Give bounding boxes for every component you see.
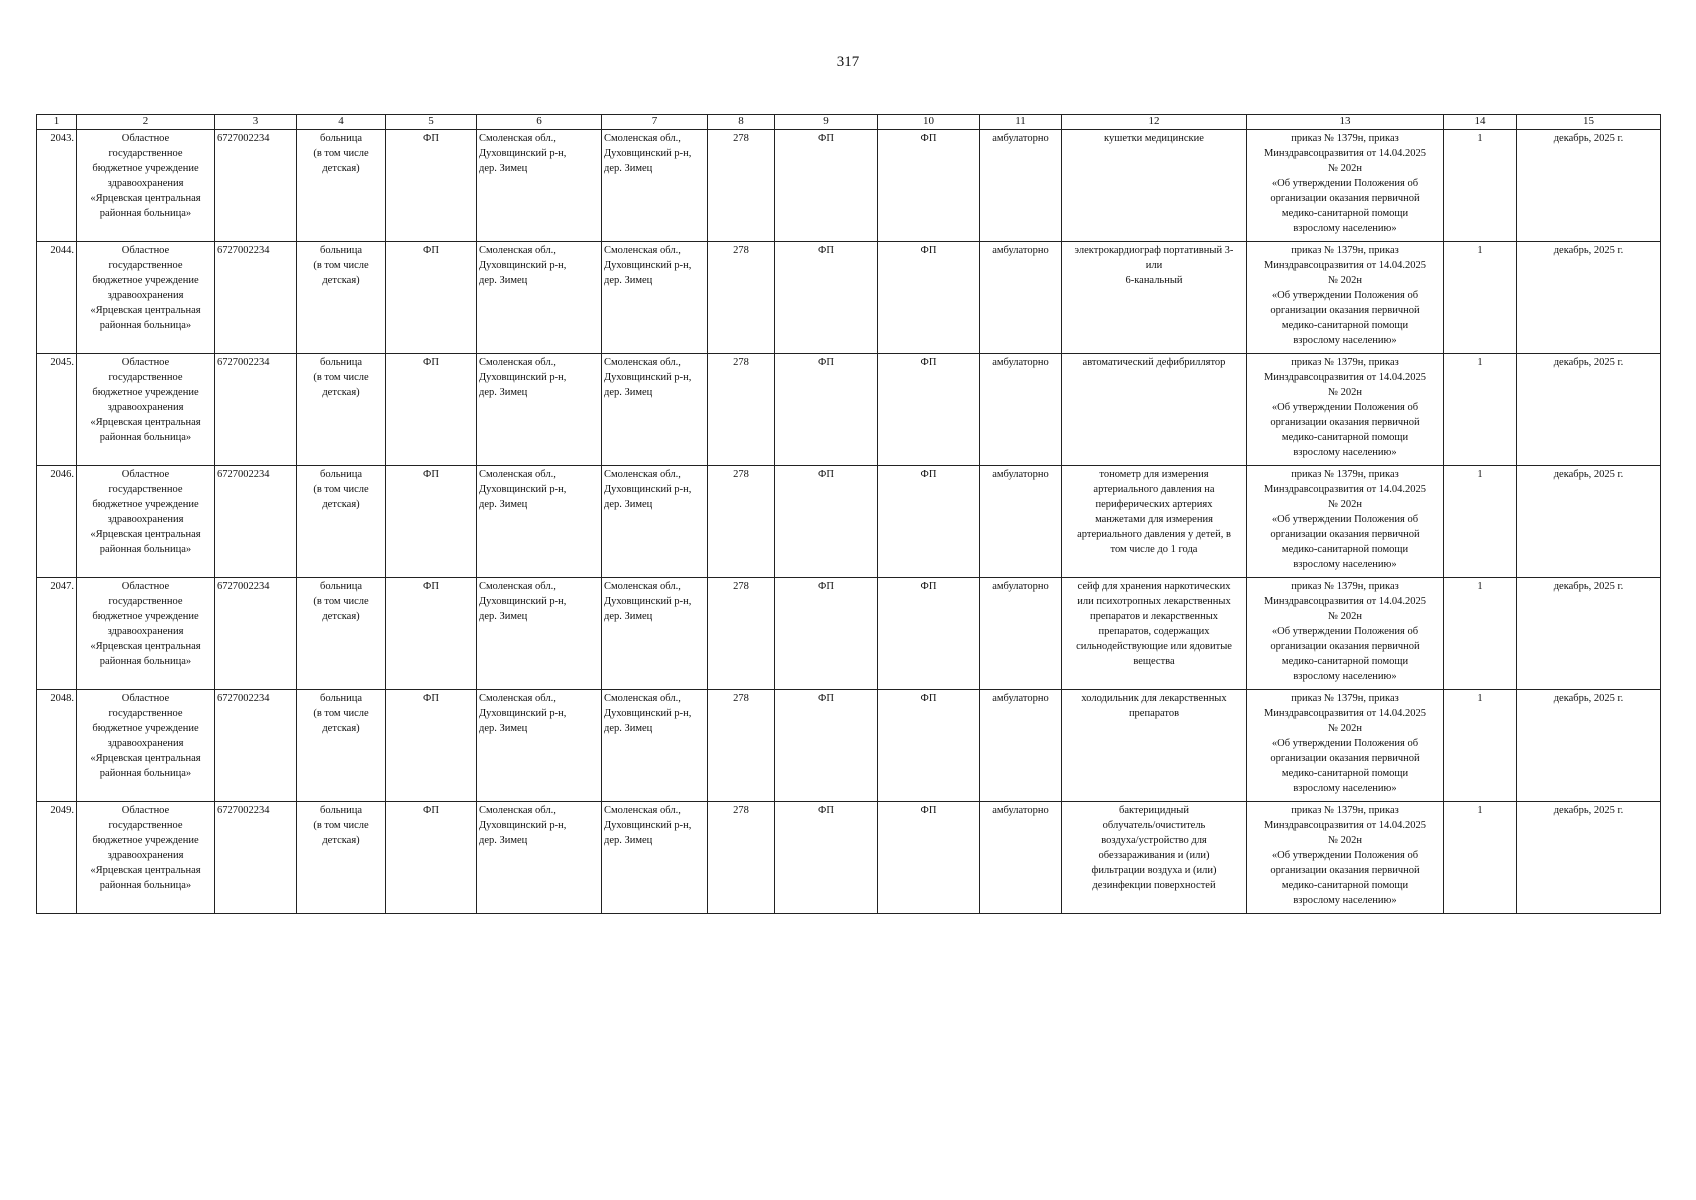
cell-quantity: 1 [1444,578,1517,690]
cell-location-address: Смоленская обл., Духовщинский р-н, дер. Зимец [602,690,708,802]
column-number-14: 14 [1444,115,1517,130]
cell-subdivision: ФП [878,354,980,466]
cell-equipment-name: кушетки медицинские [1062,130,1247,242]
cell-equipment-name: бактерицидный облучатель/очиститель воздуха/устройство для обеззараживания и (или) фильтрации воздуха и (или) дезинфекции поверхностей [1062,802,1247,914]
cell-facility-type: больница (в том числе детская) [297,466,386,578]
cell-unit-type: ФП [386,802,477,914]
cell-inn: 6727002234 [215,130,297,242]
cell-facility-type: больница (в том числе детская) [297,690,386,802]
cell-quantity: 1 [1444,802,1517,914]
cell-location-address: Смоленская обл., Духовщинский р-н, дер. Зимец [602,354,708,466]
column-number-13: 13 [1247,115,1444,130]
cell-quantity: 1 [1444,242,1517,354]
cell-subdivision: ФП [878,578,980,690]
cell-inn: 6727002234 [215,242,297,354]
cell-organization-name: Областное государственное бюджетное учреждение здравоохранения «Ярцевская центральная районная больница» [77,242,215,354]
cell-equipment-name: тонометр для измерения артериального давления на периферических артериях манжетами для измерения артериального давления у детей, в том числе до 1 года [1062,466,1247,578]
cell-equipment-name: сейф для хранения наркотических или психотропных лекарственных препаратов и лекарственных препаратов, содержащих сильнодействующие или ядовитые вещества [1062,578,1247,690]
cell-department: ФП [775,466,878,578]
table-row [37,466,1661,578]
cell-organization-name: Областное государственное бюджетное учреждение здравоохранения «Ярцевская центральная районная больница» [77,466,215,578]
cell-subdivision: ФП [878,690,980,802]
cell-row-number: 2044. [37,242,77,354]
cell-regulatory-order: приказ № 1379н, приказ Минздравсоцразвития от 14.04.2025 № 202н «Об утверждении Положения об организации оказания первичной медико-санитарной помощи взрослому населению» [1247,354,1444,466]
cell-unit-type: ФП [386,578,477,690]
column-number-12: 12 [1062,115,1247,130]
cell-code: 278 [708,354,775,466]
cell-location-address: Смоленская обл., Духовщинский р-н, дер. Зимец [602,242,708,354]
cell-inn: 6727002234 [215,802,297,914]
column-number-6: 6 [477,115,602,130]
cell-regulatory-order: приказ № 1379н, приказ Минздравсоцразвития от 14.04.2025 № 202н «Об утверждении Положения об организации оказания первичной медико-санитарной помощи взрослому населению» [1247,578,1444,690]
column-number-8: 8 [708,115,775,130]
column-number-11: 11 [980,115,1062,130]
cell-care-form: амбулаторно [980,690,1062,802]
cell-facility-type: больница (в том числе детская) [297,242,386,354]
page-number: 317 [836,54,860,70]
cell-department: ФП [775,242,878,354]
column-number-9: 9 [775,115,878,130]
cell-delivery-date: декабрь, 2025 г. [1517,242,1661,354]
cell-quantity: 1 [1444,354,1517,466]
column-number-7: 7 [602,115,708,130]
cell-equipment-name: автоматический дефибриллятор [1062,354,1247,466]
cell-facility-type: больница (в том числе детская) [297,802,386,914]
cell-organization-name: Областное государственное бюджетное учреждение здравоохранения «Ярцевская центральная районная больница» [77,130,215,242]
cell-row-number: 2047. [37,578,77,690]
cell-care-form: амбулаторно [980,466,1062,578]
cell-regulatory-order: приказ № 1379н, приказ Минздравсоцразвития от 14.04.2025 № 202н «Об утверждении Положения об организации оказания первичной медико-санитарной помощи взрослому населению» [1247,466,1444,578]
cell-department: ФП [775,690,878,802]
cell-delivery-date: декабрь, 2025 г. [1517,354,1661,466]
cell-row-number: 2046. [37,466,77,578]
cell-code: 278 [708,130,775,242]
cell-code: 278 [708,466,775,578]
cell-department: ФП [775,130,878,242]
cell-row-number: 2043. [37,130,77,242]
cell-care-form: амбулаторно [980,354,1062,466]
cell-code: 278 [708,242,775,354]
cell-address: Смоленская обл., Духовщинский р-н, дер. Зимец [477,466,602,578]
cell-address: Смоленская обл., Духовщинский р-н, дер. Зимец [477,802,602,914]
cell-quantity: 1 [1444,690,1517,802]
cell-subdivision: ФП [878,802,980,914]
table-row [37,690,1661,802]
column-number-5: 5 [386,115,477,130]
table-body [37,130,1661,914]
column-number-1: 1 [37,115,77,130]
cell-quantity: 1 [1444,466,1517,578]
cell-row-number: 2048. [37,690,77,802]
cell-inn: 6727002234 [215,690,297,802]
cell-row-number: 2049. [37,802,77,914]
cell-organization-name: Областное государственное бюджетное учреждение здравоохранения «Ярцевская центральная районная больница» [77,354,215,466]
cell-subdivision: ФП [878,242,980,354]
equipment-registry-table [36,114,1661,914]
cell-equipment-name: холодильник для лекарственных препаратов [1062,690,1247,802]
cell-equipment-name: электрокардиограф портативный 3- или 6-канальный [1062,242,1247,354]
cell-department: ФП [775,578,878,690]
cell-care-form: амбулаторно [980,242,1062,354]
cell-unit-type: ФП [386,690,477,802]
cell-code: 278 [708,578,775,690]
cell-care-form: амбулаторно [980,130,1062,242]
cell-location-address: Смоленская обл., Духовщинский р-н, дер. Зимец [602,578,708,690]
cell-delivery-date: декабрь, 2025 г. [1517,130,1661,242]
column-number-4: 4 [297,115,386,130]
cell-location-address: Смоленская обл., Духовщинский р-н, дер. Зимец [602,466,708,578]
cell-address: Смоленская обл., Духовщинский р-н, дер. Зимец [477,354,602,466]
cell-regulatory-order: приказ № 1379н, приказ Минздравсоцразвития от 14.04.2025 № 202н «Об утверждении Положения об организации оказания первичной медико-санитарной помощи взрослому населению» [1247,130,1444,242]
cell-code: 278 [708,690,775,802]
cell-inn: 6727002234 [215,578,297,690]
column-number-15: 15 [1517,115,1661,130]
column-number-10: 10 [878,115,980,130]
table-row [37,802,1661,914]
cell-organization-name: Областное государственное бюджетное учреждение здравоохранения «Ярцевская центральная районная больница» [77,690,215,802]
cell-care-form: амбулаторно [980,578,1062,690]
cell-address: Смоленская обл., Духовщинский р-н, дер. Зимец [477,242,602,354]
cell-inn: 6727002234 [215,466,297,578]
table-row [37,578,1661,690]
cell-regulatory-order: приказ № 1379н, приказ Минздравсоцразвития от 14.04.2025 № 202н «Об утверждении Положения об организации оказания первичной медико-санитарной помощи взрослому населению» [1247,242,1444,354]
cell-location-address: Смоленская обл., Духовщинский р-н, дер. Зимец [602,130,708,242]
cell-organization-name: Областное государственное бюджетное учреждение здравоохранения «Ярцевская центральная районная больница» [77,578,215,690]
column-number-3: 3 [215,115,297,130]
cell-unit-type: ФП [386,130,477,242]
table-row [37,354,1661,466]
cell-delivery-date: декабрь, 2025 г. [1517,802,1661,914]
table-row [37,130,1661,242]
cell-code: 278 [708,802,775,914]
cell-regulatory-order: приказ № 1379н, приказ Минздравсоцразвития от 14.04.2025 № 202н «Об утверждении Положения об организации оказания первичной медико-санитарной помощи взрослому населению» [1247,690,1444,802]
cell-facility-type: больница (в том числе детская) [297,130,386,242]
cell-unit-type: ФП [386,354,477,466]
cell-address: Смоленская обл., Духовщинский р-н, дер. Зимец [477,690,602,802]
cell-subdivision: ФП [878,130,980,242]
cell-department: ФП [775,802,878,914]
cell-delivery-date: декабрь, 2025 г. [1517,690,1661,802]
cell-quantity: 1 [1444,130,1517,242]
cell-delivery-date: декабрь, 2025 г. [1517,466,1661,578]
cell-address: Смоленская обл., Духовщинский р-н, дер. Зимец [477,130,602,242]
table-row [37,242,1661,354]
cell-department: ФП [775,354,878,466]
cell-facility-type: больница (в том числе детская) [297,354,386,466]
cell-subdivision: ФП [878,466,980,578]
cell-address: Смоленская обл., Духовщинский р-н, дер. Зимец [477,578,602,690]
cell-unit-type: ФП [386,466,477,578]
cell-facility-type: больница (в том числе детская) [297,578,386,690]
column-number-row [37,115,1661,130]
column-number-2: 2 [77,115,215,130]
cell-row-number: 2045. [37,354,77,466]
cell-care-form: амбулаторно [980,802,1062,914]
cell-organization-name: Областное государственное бюджетное учреждение здравоохранения «Ярцевская центральная районная больница» [77,802,215,914]
cell-unit-type: ФП [386,242,477,354]
cell-location-address: Смоленская обл., Духовщинский р-н, дер. Зимец [602,802,708,914]
cell-delivery-date: декабрь, 2025 г. [1517,578,1661,690]
cell-inn: 6727002234 [215,354,297,466]
cell-regulatory-order: приказ № 1379н, приказ Минздравсоцразвития от 14.04.2025 № 202н «Об утверждении Положения об организации оказания первичной медико-санитарной помощи взрослому населению» [1247,802,1444,914]
